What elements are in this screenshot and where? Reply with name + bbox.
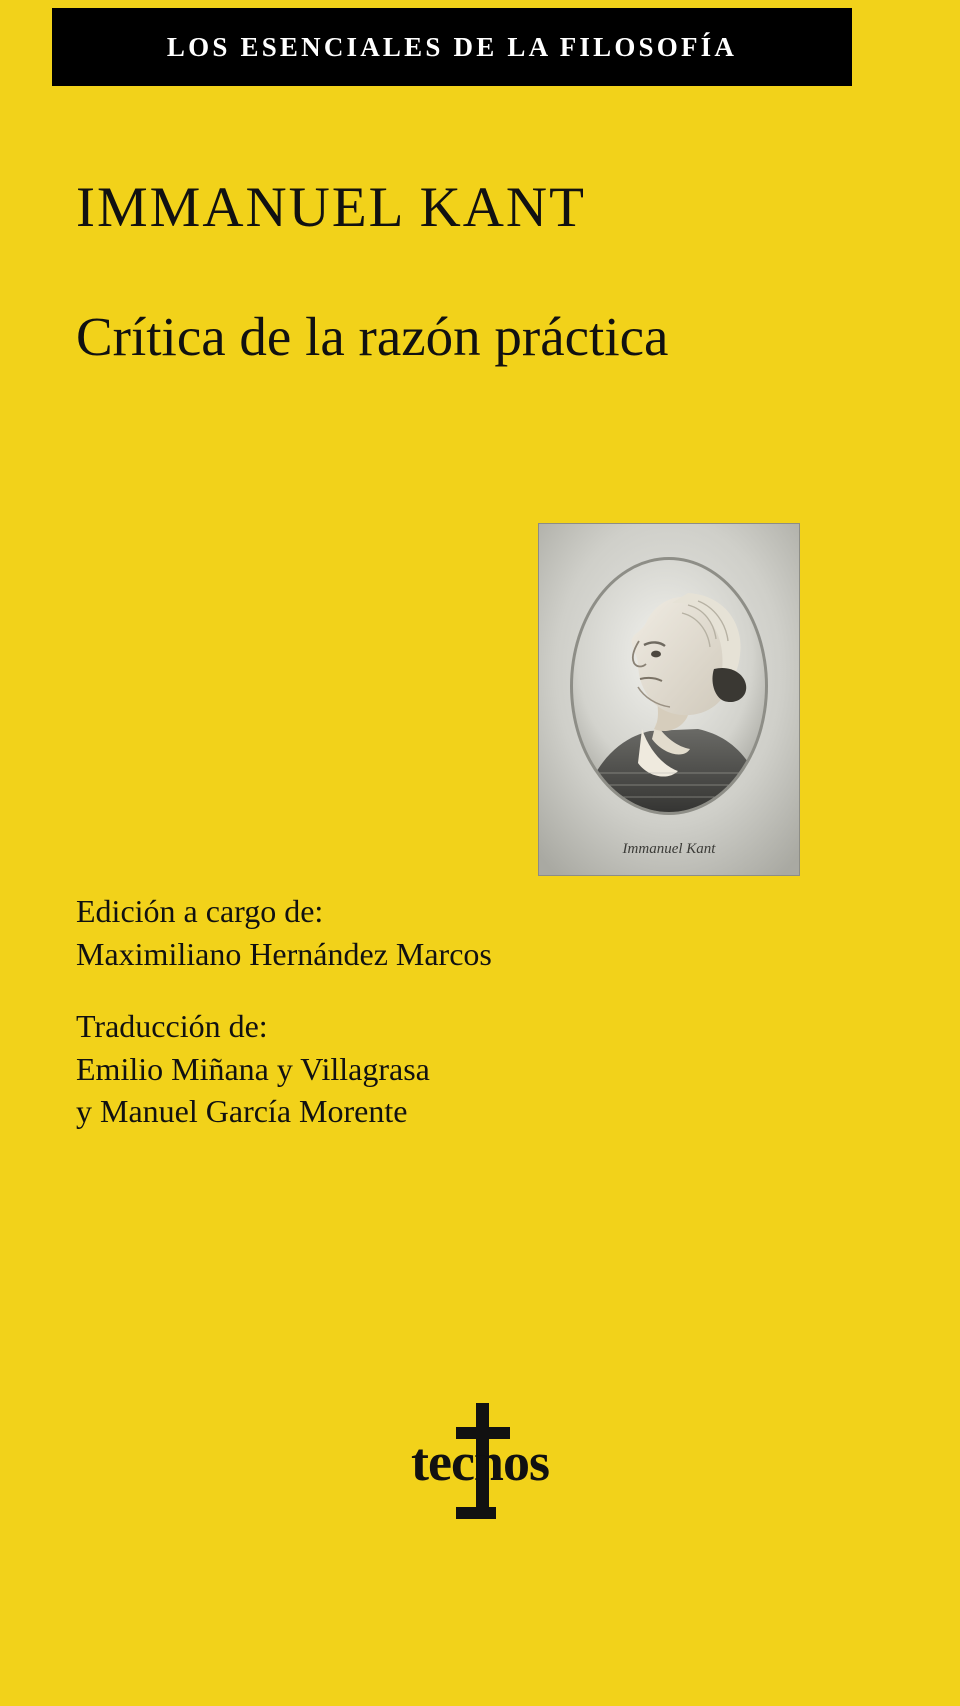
credits-block <box>76 890 696 1163</box>
author-name: IMMANUEL KANT <box>76 176 586 239</box>
translator-name-2: y Manuel García Morente <box>76 1093 408 1130</box>
book-title: Crítica de la razón práctica <box>76 306 669 367</box>
translator-name-1: Emilio Miñana y Villagrasa <box>76 1050 430 1087</box>
series-band <box>52 8 852 86</box>
edition-name: Maximiliano Hernández Marcos <box>76 935 492 972</box>
series-title: LOS ESENCIALES DE LA FILOSOFÍA <box>166 31 738 62</box>
edition-heading: Edición a cargo de: <box>76 893 324 929</box>
portrait-engraving <box>538 523 800 876</box>
translation-heading: Traducción de: <box>76 1008 268 1045</box>
portrait-caption: Immanuel Kant <box>622 841 716 857</box>
publisher-logo <box>0 1401 960 1521</box>
publisher-logo-wrap <box>370 1401 590 1521</box>
publisher-name: tecnos <box>411 1432 549 1492</box>
translation-credit <box>76 1005 696 1133</box>
author-portrait-image <box>538 523 800 876</box>
cross-t-icon-foot <box>456 1507 496 1519</box>
edition-credit <box>76 890 696 975</box>
